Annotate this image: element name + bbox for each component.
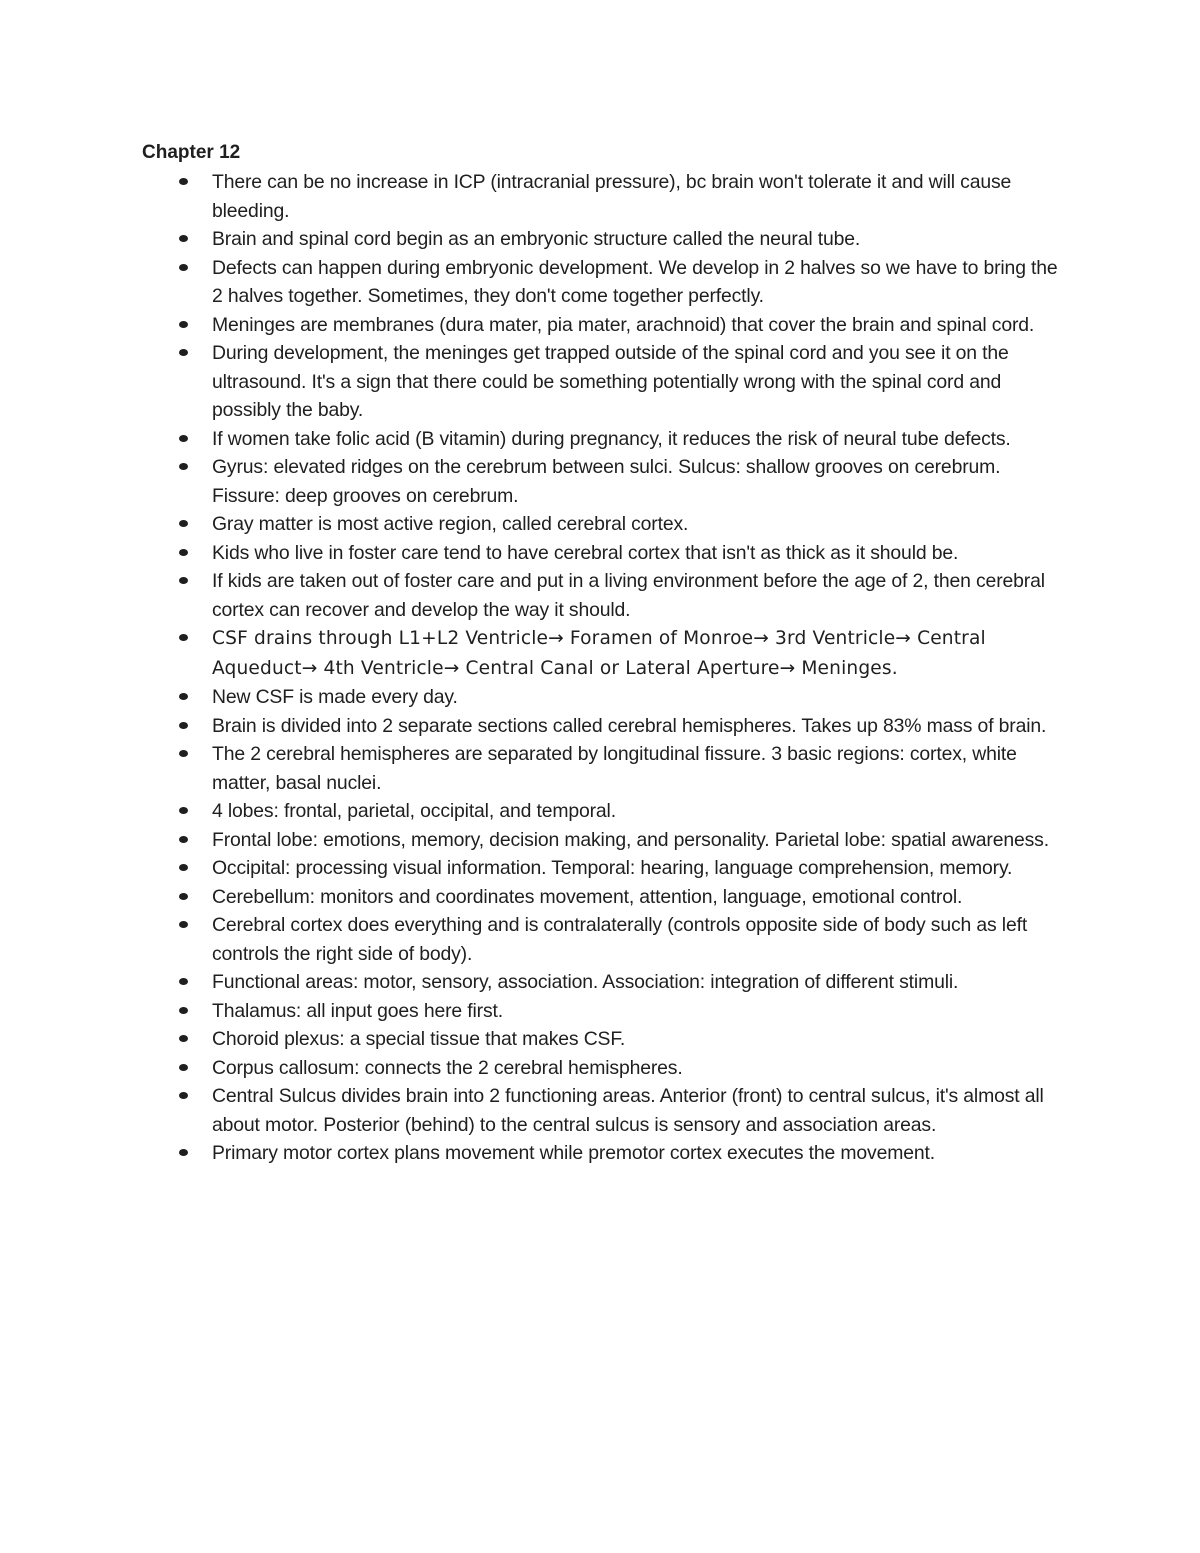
list-item [142,567,1072,624]
list-item-text: Choroid plexus: a special tissue that makes CSF. [212,1028,626,1050]
list-item [142,1139,1072,1168]
list-item-text: During development, the meninges get trapped outside of the spinal cord and you see it on the ultrasound. It's a sign that there could be something potentially wrong with the spinal cord and possibly the baby. [212,342,1009,421]
bullet-icon [179,349,188,356]
bullet-icon [179,693,188,700]
list-item [142,968,1072,997]
bullet-icon [179,520,188,527]
list-item-text: Meninges are membranes (dura mater, pia mater, arachnoid) that cover the brain and spinal cord. [212,313,1035,336]
list-item-text: Functional areas: motor, sensory, association. Association: integration of different stimuli. [212,971,959,993]
list-item [142,740,1072,797]
bullet-icon [179,978,188,985]
bullet-icon [179,836,188,843]
list-item-text: Occipital: processing visual information. Temporal: hearing, language comprehension, memory. [212,857,1013,879]
list-item [142,1025,1072,1054]
bullet-icon [179,235,188,242]
list-item [142,510,1072,539]
list-item [142,225,1072,254]
bullet-icon [179,1064,188,1071]
list-item-text: 4 lobes: frontal, parietal, occipital, and temporal. [212,800,616,822]
list-item [142,854,1072,883]
list-item-text: Brain and spinal cord begin as an embryonic structure called the neural tube. [212,228,861,250]
bullet-icon [179,1007,188,1014]
bullet-icon [179,321,188,328]
list-item [142,254,1072,311]
list-item [142,311,1072,340]
list-item [142,883,1072,912]
list-item-text: There can be no increase in ICP (intracranial pressure), bc brain won't tolerate it and will cause bleeding. [212,171,1012,222]
list-item [142,339,1072,425]
bullet-icon [179,1092,188,1099]
list-item-text: Brain is divided into 2 separate sections called cerebral hemispheres. Takes up 83% mass of brain. [212,714,1047,737]
list-item [142,712,1072,741]
list-item-text: Thalamus: all input goes here first. [212,999,503,1022]
bullet-icon [179,435,188,442]
list-item-text: CSF drains through L1+L2 Ventricle→ Foramen of Monroe→ 3rd Ventricle→ Central Aqueduct→ 4th Ventricle→ Central Canal or Lateral Aperture→ Meninges. [212,628,986,679]
list-item-text: Cerebellum: monitors and coordinates movement, attention, language, emotional control. [212,885,963,908]
list-item [142,425,1072,454]
list-item-text: Cerebral cortex does everything and is contralaterally (controls opposite side of body such as left controls the right side of body). [212,914,1028,965]
bullet-icon [179,921,188,928]
chapter-title: Chapter 12 [142,142,241,163]
document-content [142,139,1072,1168]
list-item-text: The 2 cerebral hemispheres are separated by longitudinal fissure. 3 basic regions: cortex, white matter, basal nuclei. [212,743,1017,794]
list-item [142,911,1072,968]
bullet-icon [179,807,188,814]
list-item-text: If kids are taken out of foster care and put in a living environment before the age of 2, then cerebral cortex can recover and develop the way it should. [212,570,1045,621]
list-item [142,453,1072,510]
list-item-text: Gray matter is most active region, called cerebral cortex. [212,513,689,535]
list-item [142,683,1072,712]
list-item [142,539,1072,568]
list-item [142,624,1072,683]
bullet-icon [179,264,188,271]
list-item [142,1082,1072,1139]
list-item [142,826,1072,855]
list-item-text: Defects can happen during embryonic development. We develop in 2 halves so we have to bring the 2 halves together. Sometimes, they don't come together perfectly. [212,256,1058,307]
list-item-text: Kids who live in foster care tend to have cerebral cortex that isn't as thick as it should be. [212,541,959,564]
bullet-icon [179,893,188,900]
list-item-text: Frontal lobe: emotions, memory, decision making, and personality. Parietal lobe: spatial awareness. [212,828,1049,851]
list-item-text: Central Sulcus divides brain into 2 functioning areas. Anterior (front) to central sulcus, it's almost all about motor. Posterior (behind) to the central sulcus is sensory and association areas. [212,1085,1044,1136]
list-item-text: If women take folic acid (B vitamin) during pregnancy, it reduces the risk of neural tube defects. [212,427,1011,450]
bullet-icon [179,1035,188,1042]
list-item [142,168,1072,225]
bullet-icon [179,549,188,556]
list-item-text: Corpus callosum: connects the 2 cerebral hemispheres. [212,1056,683,1079]
list-item-text: New CSF is made every day. [212,686,458,708]
bullet-icon [179,1149,188,1156]
bullet-icon [179,463,188,470]
bullet-icon [179,864,188,871]
list-item [142,1054,1072,1083]
list-item [142,797,1072,826]
bullet-icon [179,178,188,185]
list-item-text: Primary motor cortex plans movement while premotor cortex executes the movement. [212,1142,935,1164]
bullet-icon [179,634,188,641]
bullet-icon [179,722,188,729]
bullet-icon [179,577,188,584]
list-item-text: Gyrus: elevated ridges on the cerebrum between sulci. Sulcus: shallow grooves on cerebrum. Fissure: deep grooves on cerebrum. [212,456,1001,507]
list-item [142,997,1072,1026]
bullet-icon [179,750,188,757]
notes-bullet-list [142,168,1072,1168]
